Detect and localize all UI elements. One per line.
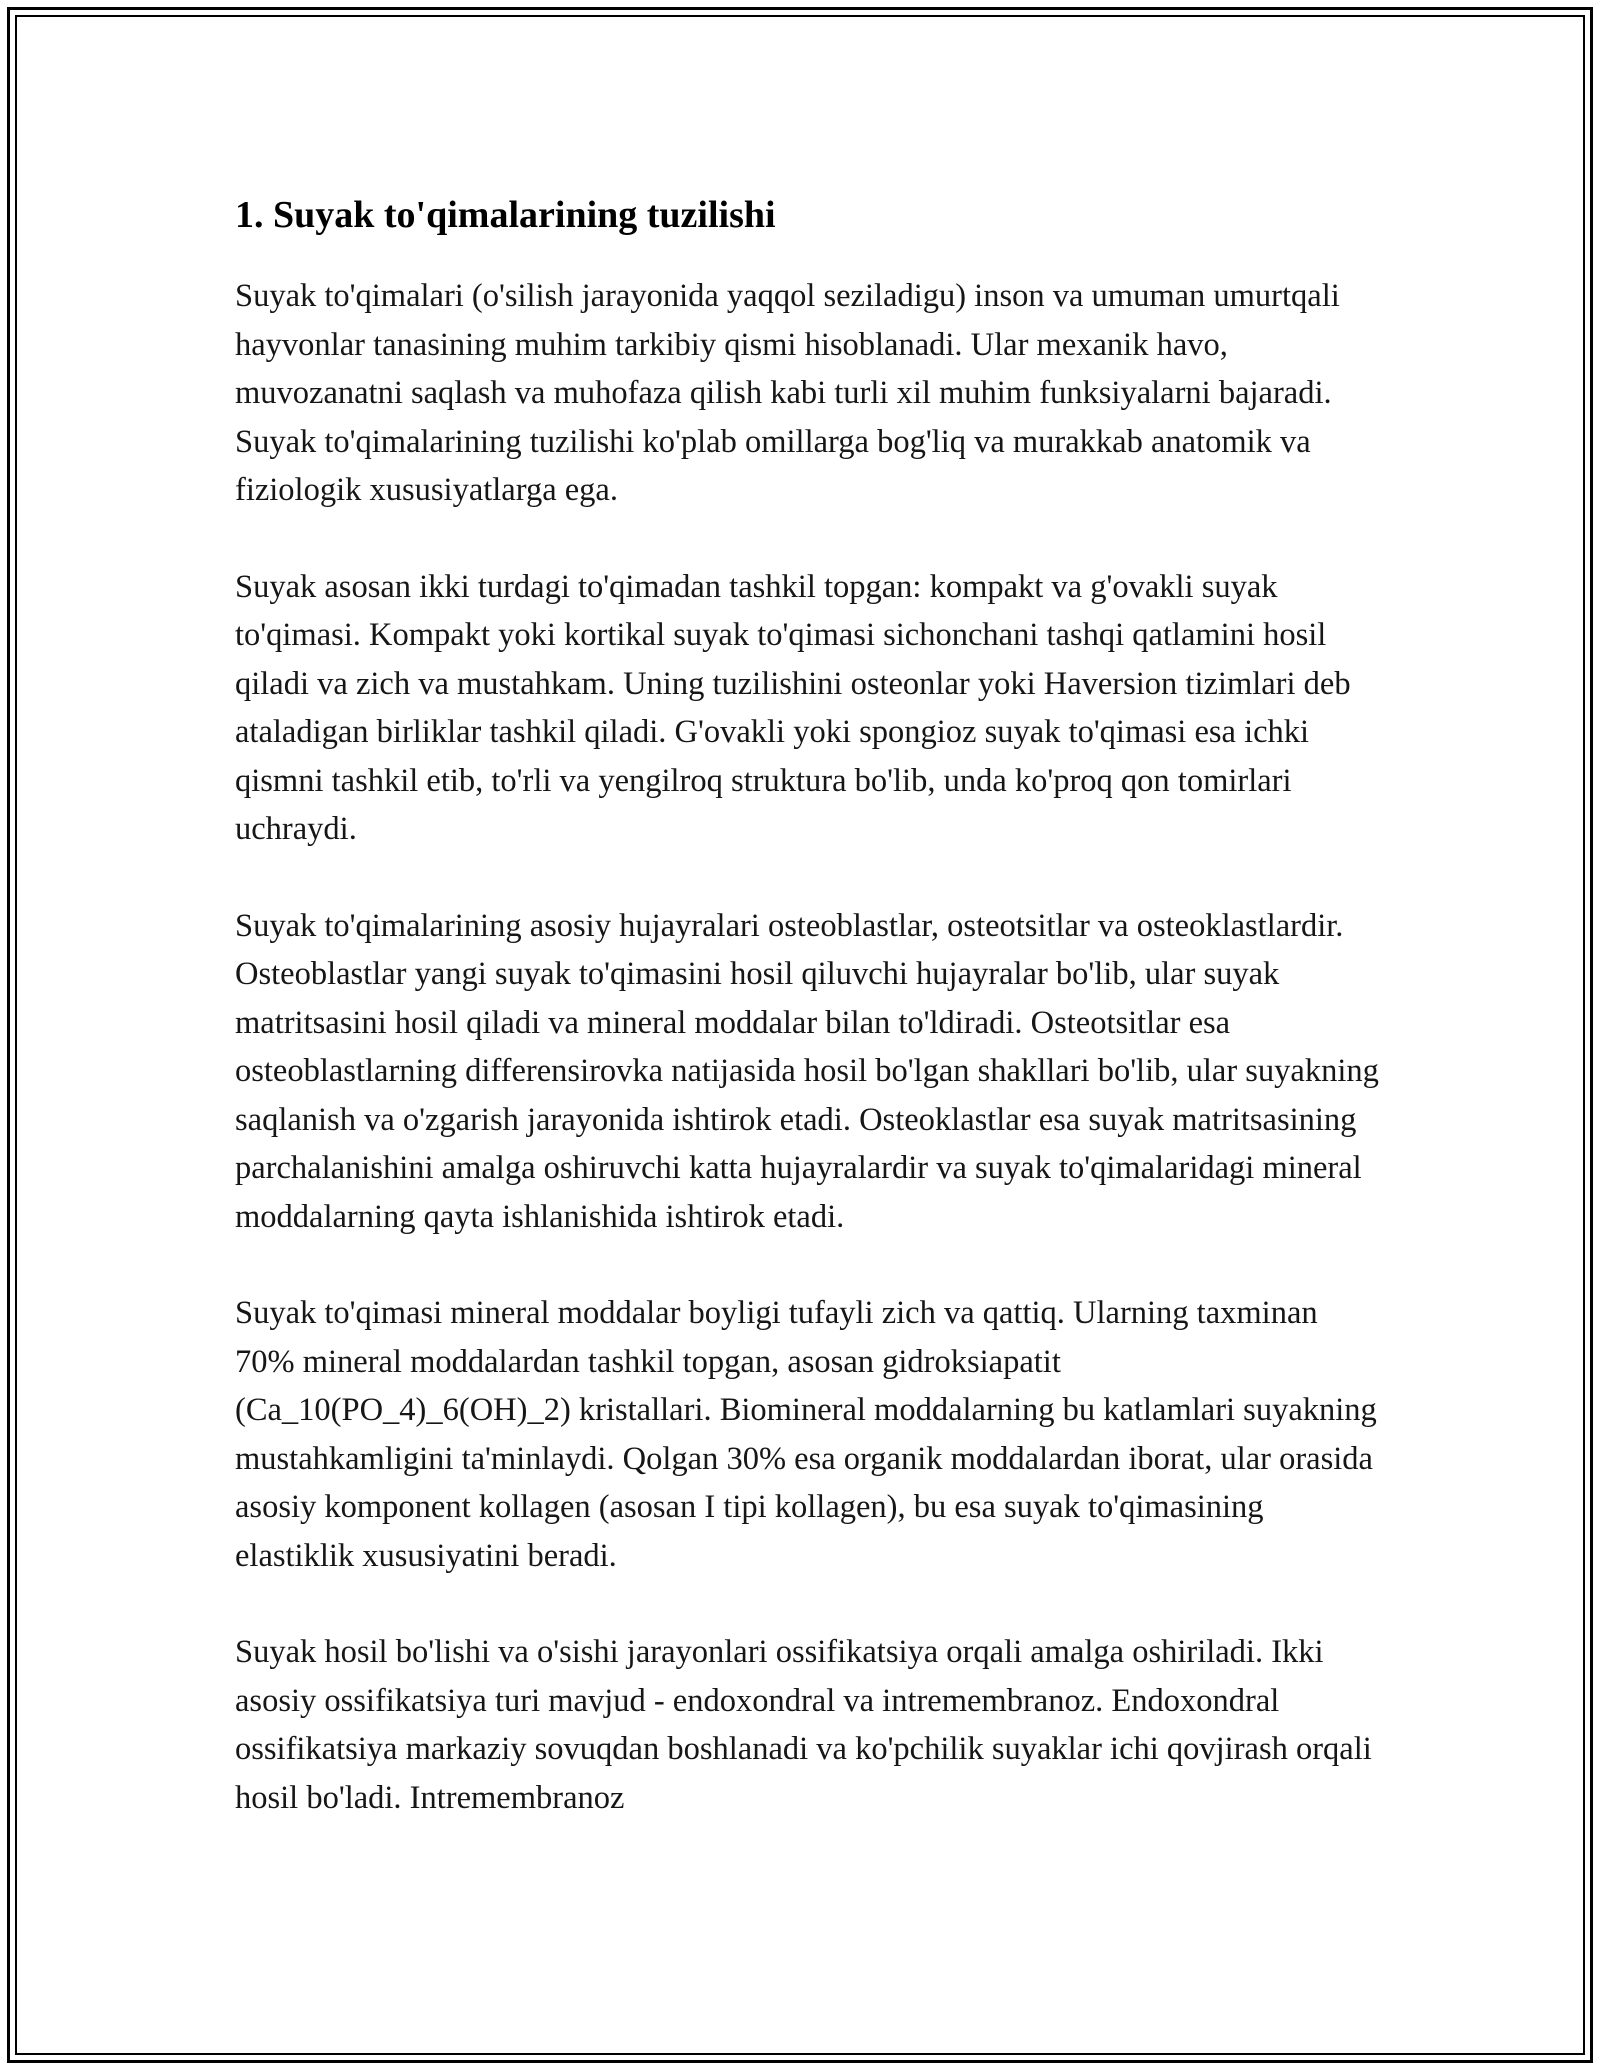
- paragraph-3: Suyak to'qimalarining asosiy hujayralari osteoblastlar, osteotsitlar va osteoklastlardir. Osteoblastlar yangi suyak to'qimasini hosil qiluvchi hujayralar bo'lib, ular suyak matritsasini hosil qiladi va mineral moddalar bilan to'ldiradi. Osteotsitlar esa osteoblastlarning differensirovka natijasida hosil bo'lgan shakllari bo'lib, ular suyakning saqlanish va o'zgarish jarayonida ishtirok etadi. Osteoklastlar esa suyak matritsasining parchalanishini amalga oshiruvchi katta hujayralardir va suyak to'qimalaridagi mineral moddalarning qayta ishlanishida ishtirok etadi.: [235, 907, 1379, 1235]
- section-heading: 1. Suyak to'qimalarining tuzilishi: [235, 194, 776, 236]
- paragraph-5: Suyak hosil bo'lishi va o'sishi jarayonlari ossifikatsiya orqali amalga oshiriladi. Ikki asosiy ossifikatsiya turi mavjud - endoxondral va intremembranoz. Endoxondral ossifikatsiya markaziy sovuqdan boshlanadi va ko'pchilik suyaklar ichi qovjirash orqali hosil bo'ladi. Intremembranoz: [235, 1634, 1372, 1816]
- paragraph-2: Suyak asosan ikki turdagi to'qimadan tashkil topgan: kompakt va g'ovakli suyak to'qimasi. Kompakt yoki kortikal suyak to'qimasi sichonchani tashqi qatlamini hosil qiladi va zich va mustahkam. Uning tuzilishini osteonlar yoki Haversion tizimlari deb ataladigan birliklar tashkil qiladi. G'ovakli yoki spongioz suyak to'qimasi esa ichki qismni tashkil etib, to'rli va yengilroq struktura bo'lib, unda ko'proq qon tomirlari uchraydi.: [235, 568, 1351, 847]
- paragraph-4: Suyak to'qimasi mineral moddalar boyligi tufayli zich va qattiq. Ularning taxminan 70% mineral moddalardan tashkil topgan, asosan gidroksiapatit (Ca_10(PO_4)_6(OH)_2) kristallari. Biomineral moddalarning bu katlamlari suyakning mustahkamligini ta'minlaydi. Qolgan 30% esa organik moddalardan iborat, ular orasida asosiy komponent kollagen (asosan I tipi kollagen), bu esa suyak to'qimasining elastiklik xususiyatini beradi.: [235, 1295, 1377, 1574]
- document-body: [235, 180, 1385, 1870]
- paragraph-1: Suyak to'qimalari (o'silish jarayonida yaqqol seziladigu) inson va umuman umurtqali hayvonlar tanasining muhim tarkibiy qismi hisoblanadi. Ular mexanik havo, muvozanatni saqlash va muhofaza qilish kabi turli xil muhim funksiyalarni bajaradi. Suyak to'qimalarining tuzilishi ko'plab omillarga bog'liq va murakkab anatomik va fiziologik xususiyatlarga ega.: [235, 278, 1340, 508]
